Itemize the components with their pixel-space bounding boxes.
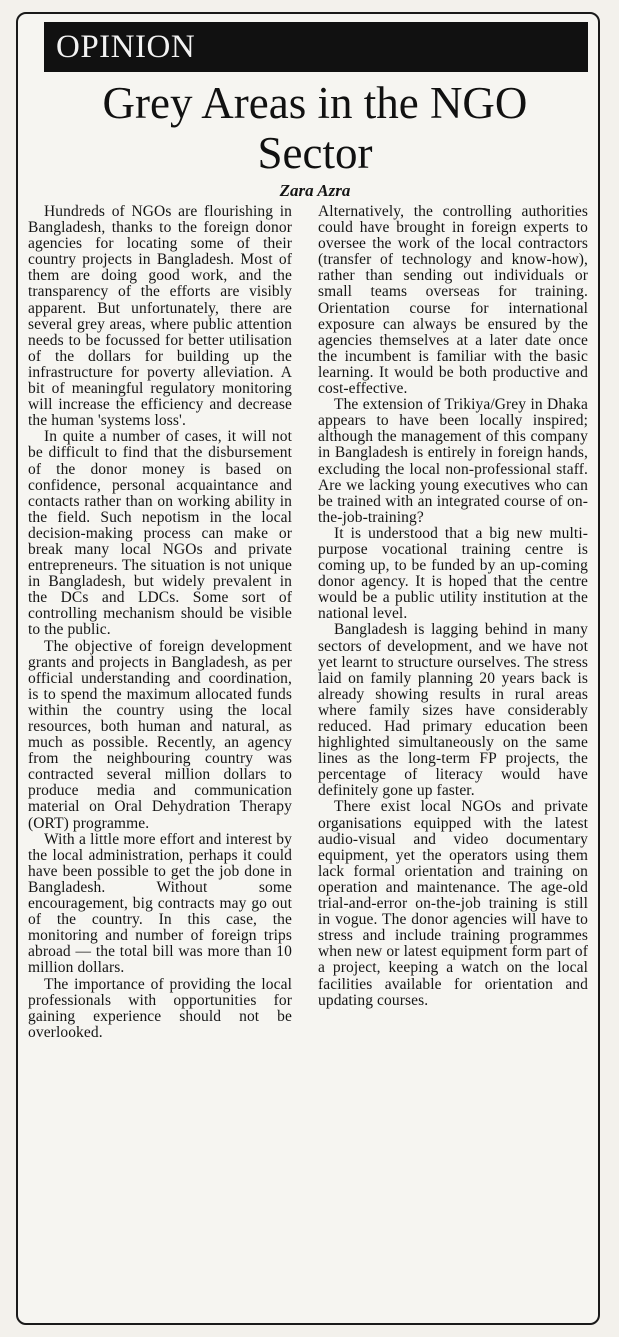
article-paragraph: Alternatively, the controlling authorities could have brought in foreign experts to oversee the work of the local contractors (transfer of technology and know-how), rather than sending out individuals or small teams overseas for training. Orientation course for international exposure can always be ensured by the agencies themselves at a later date once the incumbent is familiar with the basic learning. It would be both productive and cost-effective. [318,203,588,398]
article-paragraph: There exist local NGOs and private organisations equipped with the latest audio-visual and video documentary equipment, yet the operators using them lack formal orientation and training on operation and maintenance. The age-old trial-and-error on-the-job training is still in vogue. The donor agencies will have to stress and include training programmes when new or latest equipment form part of a project, keeping a watch on the local facilities available for orientation and updating courses. [318,798,588,1009]
article-paragraph: Bangladesh is lagging behind in many sectors of development, and we have not yet learnt to structure ourselves. The stress laid on family planning 20 years back is already showing results in rural areas where family sizes have considerably reduced. Had primary education been highlighted simultaneously on the same lines as the long-term FP projects, the percentage of literacy would have definitely gone up faster. [318,621,588,800]
article-byline: Zara Azra [279,181,351,200]
article-column-right [318,204,588,1009]
section-banner [44,22,588,72]
article-paragraph: With a little more effort and interest by the local administration, perhaps it could have been possible to get the job done in Bangladesh. Without some encouragement, big contracts may go out of the country. In this case, the monitoring and number of foreign trips abroad — the total bill was more than 10 million dollars. [28,830,292,977]
section-label: OPINION [56,29,196,65]
article-column-left [28,204,292,1041]
article-paragraph: Hundreds of NGOs are flourishing in Bangladesh, thanks to the foreign donor agencies for locating some of their country projects in Bangladesh. Most of them are doing good work, and the transparency of the efforts are visibly apparent. But unfortunately, there are several grey areas, where public attention needs to be focussed for better utilisation of the dollars for building up the infrastructure for poverty alleviation. A bit of meaningful regulatory monitoring will increase the efficiency and decrease the human 'systems loss'. [28,203,292,430]
article-paragraph: In quite a number of cases, it will not be difficult to find that the disbursement of the donor money is based on confidence, personal acquaintance and contacts rather than on working ability in the field. Such nepotism in the local decision-making process can make or break many local NGOs and private entrepreneurs. The situation is not unique in Bangladesh, but widely prevalent in the DCs and LDCs. Some sort of controlling mechanism should be visible to the public. [28,428,292,639]
article-headline: Grey Areas in the NGO Sector [102,78,528,178]
article-paragraph: It is understood that a big new multi-purpose vocational training centre is coming up, to be funded by an up-coming donor agency. It is hoped that the centre would be a public utility institution at the national level. [318,524,588,623]
article-paragraph: The objective of foreign development grants and projects in Bangladesh, as per official understanding and coordination, is to spend the maximum allocated funds within the country using the local resources, both human and natural, as much as possible. Recently, an agency from the neighbouring country was contracted several million dollars to produce media and communication material on Oral Dehydration Therapy (ORT) programme. [28,637,292,832]
article-paragraph: The importance of providing the local professionals with opportunities for gaining experience should not be overlooked. [28,975,292,1041]
article-paragraph: The extension of Trikiya/Grey in Dhaka appears to have been locally inspired; although the management of this company in Bangladesh is entirely in foreign hands, excluding the local non-professional staff. Are we lacking young executives who can be trained with an integrated course of on-the-job-training? [318,396,588,526]
